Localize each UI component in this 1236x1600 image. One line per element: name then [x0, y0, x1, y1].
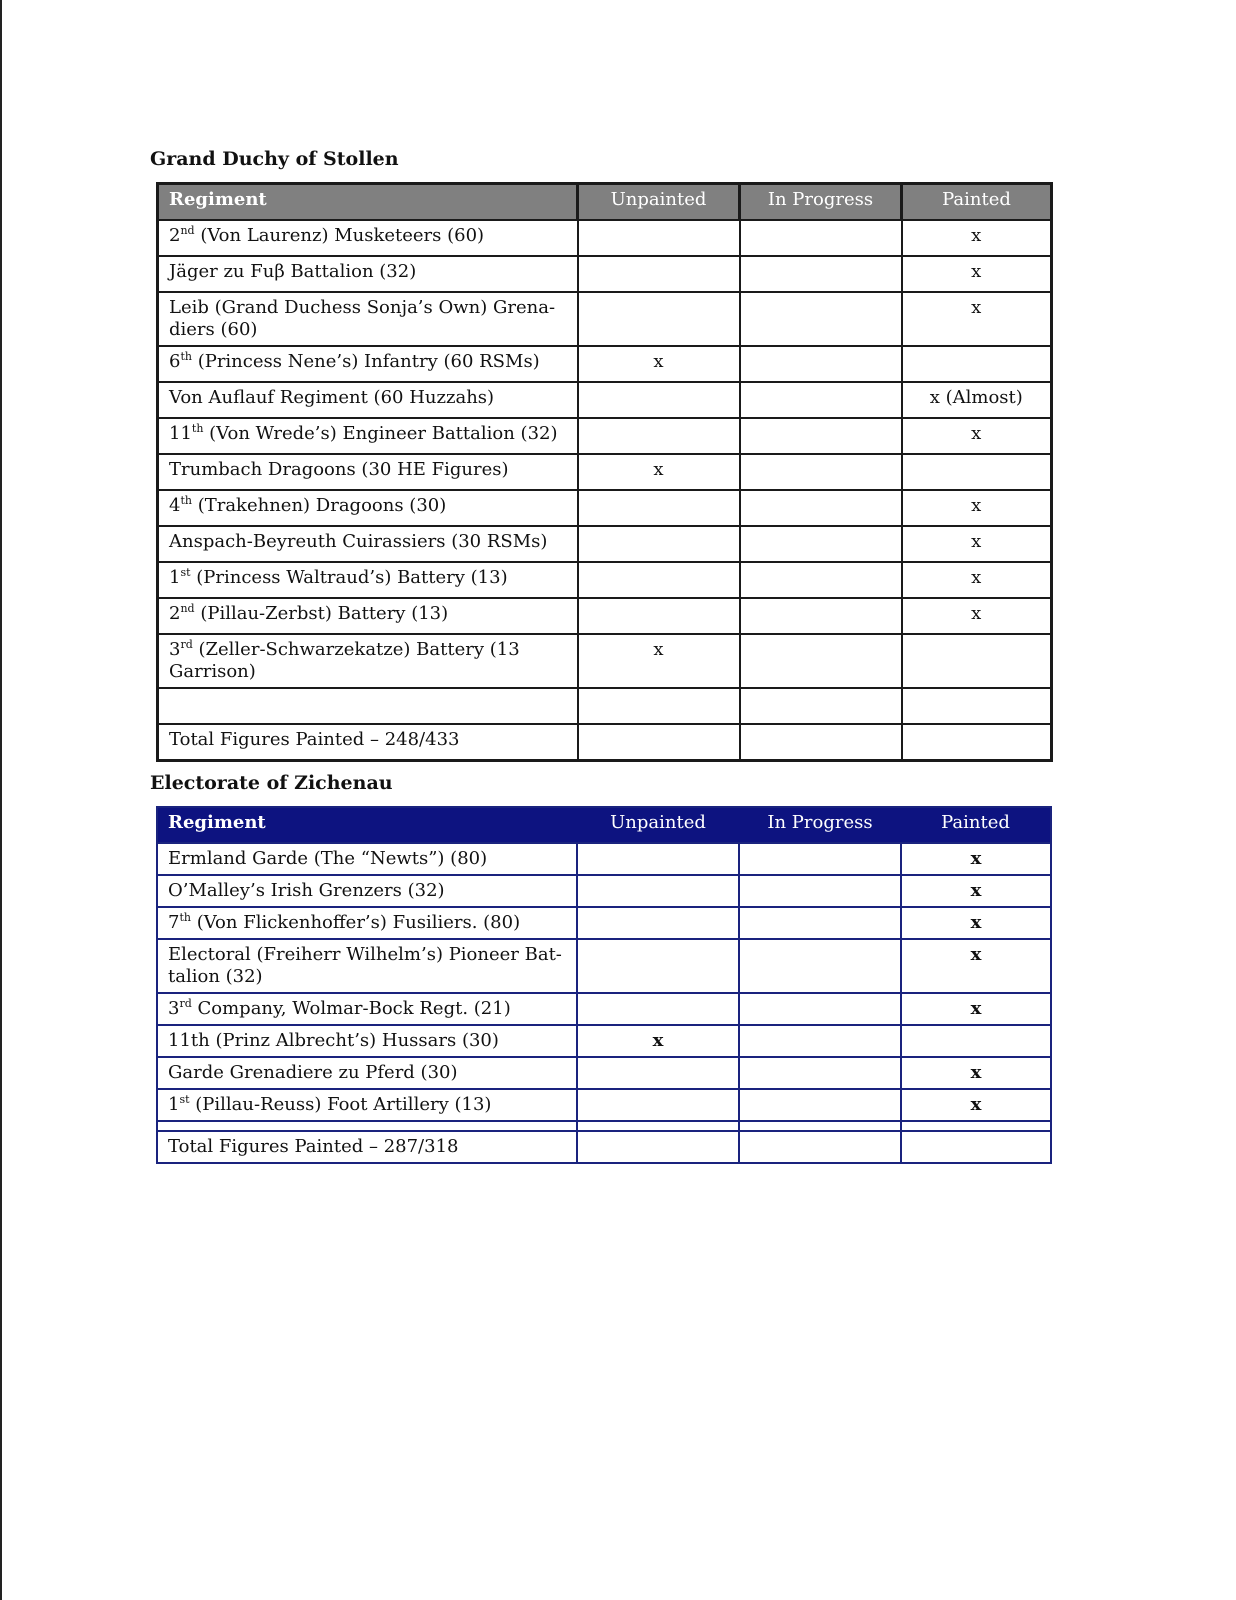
unpainted-cell — [577, 1121, 739, 1131]
ordinal-suffix: nd — [180, 602, 195, 615]
unpainted-cell: x — [577, 1025, 739, 1057]
regiment-name-rest: (Trakehnen) Dragoons (30) — [191, 495, 447, 516]
ordinal-suffix: rd — [179, 997, 192, 1010]
in-progress-cell — [740, 292, 902, 346]
painted-cell: x — [902, 562, 1052, 598]
table-header-row — [158, 184, 1052, 221]
painted-cell — [902, 346, 1052, 382]
unpainted-cell — [578, 382, 740, 418]
regiment-cell — [158, 688, 578, 724]
painted-cell: x — [901, 907, 1051, 939]
painted-cell — [902, 634, 1052, 688]
header-painted: Painted — [941, 812, 1010, 833]
regiment-name: 11 — [169, 423, 192, 444]
in-progress-cell — [740, 634, 902, 688]
table-row — [158, 454, 1052, 490]
table-row — [157, 1121, 1051, 1131]
regiment-cell — [158, 724, 578, 761]
header-unpainted: Unpainted — [610, 812, 706, 833]
table-row — [158, 526, 1052, 562]
in-progress-cell — [739, 993, 901, 1025]
in-progress-cell — [740, 382, 902, 418]
table-header-row — [157, 807, 1051, 843]
painted-cell: x — [902, 220, 1052, 256]
header-painted: Painted — [902, 184, 1052, 221]
painted-cell: x — [901, 843, 1051, 875]
regiment-name: Jäger zu Fuβ Battalion (32) — [169, 261, 417, 282]
painted-cell: x — [901, 939, 1051, 993]
table-row — [158, 220, 1052, 256]
painted-cell — [901, 1131, 1051, 1163]
unpainted-cell — [578, 526, 740, 562]
ordinal-suffix: th — [179, 911, 191, 924]
painted-cell — [902, 724, 1052, 761]
regiment-name: Anspach-Beyreuth Cuirassiers (30 RSMs) — [169, 531, 548, 552]
unpainted-cell — [577, 843, 739, 875]
page-left-border — [0, 0, 2, 1600]
painted-cell: x (Almost) — [902, 382, 1052, 418]
regiment-name: Total Figures Painted – 287/318 — [168, 1136, 459, 1157]
in-progress-cell — [740, 490, 902, 526]
in-progress-cell — [740, 220, 902, 256]
header-unpainted: Unpainted — [578, 184, 740, 221]
in-progress-cell — [739, 875, 901, 907]
table-row — [158, 562, 1052, 598]
regiment-name: Total Figures Painted – 248/433 — [169, 729, 460, 750]
regiment-cell — [157, 1121, 577, 1131]
regiment-name-rest: Company, Wolmar-Bock Regt. (21) — [191, 998, 511, 1019]
unpainted-cell — [577, 939, 739, 993]
ordinal-suffix: th — [191, 422, 204, 435]
header-regiment: Regiment — [168, 812, 266, 833]
unpainted-cell — [577, 1131, 739, 1163]
unpainted-cell — [577, 875, 739, 907]
header-in-progress: In Progress — [740, 184, 902, 221]
regiment-cell — [157, 993, 577, 1025]
painted-cell: x — [902, 418, 1052, 454]
regiment-cell — [158, 220, 578, 256]
regiment-name-rest: (Pillau-Zerbst) Battery (13) — [194, 603, 449, 624]
regiment-name: Electoral (Freiherr Wilhelm’s) Pioneer Bat-talion (32) — [168, 944, 562, 987]
table-row — [157, 907, 1051, 939]
ordinal-suffix: th — [180, 494, 192, 507]
painted-cell: x — [902, 490, 1052, 526]
regiment-name-rest: (Von Wrede’s) Engineer Battalion (32) — [203, 423, 558, 444]
regiment-name: Trumbach Dragoons (30 HE Figures) — [169, 459, 509, 480]
in-progress-cell — [740, 346, 902, 382]
unpainted-cell — [577, 907, 739, 939]
regiment-cell — [157, 1057, 577, 1089]
zichenau-roster-table — [156, 806, 1052, 1164]
painted-cell: x — [901, 993, 1051, 1025]
zichenau-title: Electorate of Zichenau — [150, 772, 393, 794]
in-progress-cell — [740, 418, 902, 454]
in-progress-cell — [740, 454, 902, 490]
table-row — [158, 256, 1052, 292]
regiment-name-rest: (Princess Waltraud’s) Battery (13) — [190, 567, 508, 588]
stollen-title: Grand Duchy of Stollen — [150, 148, 399, 170]
regiment-cell — [158, 490, 578, 526]
header-in-progress: In Progress — [767, 812, 873, 833]
table-row — [157, 875, 1051, 907]
regiment-name: 4 — [169, 495, 181, 516]
unpainted-cell — [578, 598, 740, 634]
regiment-cell — [158, 598, 578, 634]
regiment-cell — [157, 939, 577, 993]
regiment-name: 2 — [169, 225, 181, 246]
unpainted-cell: x — [578, 634, 740, 688]
regiment-cell — [158, 382, 578, 418]
table-row — [158, 634, 1052, 688]
regiment-cell — [157, 1025, 577, 1057]
regiment-cell — [158, 346, 578, 382]
regiment-cell — [157, 1131, 577, 1163]
regiment-name: Leib (Grand Duchess Sonja’s Own) Grena-diers (60) — [169, 297, 556, 340]
in-progress-cell — [739, 1131, 901, 1163]
regiment-cell — [158, 562, 578, 598]
regiment-name-rest: (Zeller-Schwarzekatze) Battery (13 Garrison) — [169, 639, 520, 682]
in-progress-cell — [740, 724, 902, 761]
regiment-name: 7 — [168, 912, 180, 933]
table-row — [158, 688, 1052, 724]
regiment-cell — [157, 843, 577, 875]
regiment-name: O’Malley’s Irish Grenzers (32) — [168, 880, 445, 901]
table-row — [157, 993, 1051, 1025]
header-regiment: Regiment — [169, 189, 267, 210]
regiment-name: 11th (Prinz Albrecht’s) Hussars (30) — [168, 1030, 499, 1051]
in-progress-cell — [739, 1089, 901, 1121]
painted-cell — [902, 688, 1052, 724]
in-progress-cell — [740, 598, 902, 634]
unpainted-cell — [578, 490, 740, 526]
painted-cell — [901, 1121, 1051, 1131]
regiment-name: Garde Grenadiere zu Pferd (30) — [168, 1062, 458, 1083]
painted-cell: x — [901, 875, 1051, 907]
painted-cell: x — [901, 1057, 1051, 1089]
regiment-name: 1 — [168, 1094, 180, 1115]
table-row — [158, 292, 1052, 346]
table-row — [158, 418, 1052, 454]
painted-cell — [902, 454, 1052, 490]
in-progress-cell — [739, 1025, 901, 1057]
table-row — [158, 490, 1052, 526]
unpainted-cell: x — [578, 454, 740, 490]
regiment-cell — [157, 907, 577, 939]
regiment-cell — [158, 634, 578, 688]
painted-cell: x — [902, 598, 1052, 634]
table-row — [157, 843, 1051, 875]
ordinal-suffix: rd — [180, 638, 193, 651]
regiment-name: 6 — [169, 351, 181, 372]
painted-cell: x — [901, 1089, 1051, 1121]
regiment-name-rest: (Von Flickenhoffer’s) Fusiliers. (80) — [190, 912, 521, 933]
regiment-cell — [158, 292, 578, 346]
table-row — [157, 939, 1051, 993]
unpainted-cell — [577, 1089, 739, 1121]
regiment-name: Ermland Garde (The “Newts”) (80) — [168, 848, 488, 869]
regiment-name: 3 — [169, 639, 181, 660]
table-row — [157, 1131, 1051, 1163]
regiment-name-rest: (Pillau-Reuss) Foot Artillery (13) — [189, 1094, 492, 1115]
regiment-name: 2 — [169, 603, 181, 624]
painted-cell — [901, 1025, 1051, 1057]
ordinal-suffix: th — [180, 350, 192, 363]
regiment-cell — [158, 418, 578, 454]
regiment-cell — [158, 454, 578, 490]
in-progress-cell — [739, 939, 901, 993]
in-progress-cell — [740, 688, 902, 724]
ordinal-suffix: nd — [180, 224, 195, 237]
regiment-cell — [158, 256, 578, 292]
unpainted-cell — [577, 1057, 739, 1089]
stollen-roster-table — [156, 182, 1053, 762]
regiment-name: 1 — [169, 567, 181, 588]
in-progress-cell — [739, 843, 901, 875]
regiment-cell — [158, 526, 578, 562]
ordinal-suffix: st — [180, 566, 191, 579]
painted-cell: x — [902, 256, 1052, 292]
painted-cell: x — [902, 526, 1052, 562]
regiment-name-rest: (Von Laurenz) Musketeers (60) — [194, 225, 485, 246]
regiment-cell — [157, 1089, 577, 1121]
in-progress-cell — [739, 1121, 901, 1131]
regiment-name-rest: (Princess Nene’s) Infantry (60 RSMs) — [191, 351, 540, 372]
in-progress-cell — [740, 256, 902, 292]
in-progress-cell — [740, 526, 902, 562]
ordinal-suffix: st — [179, 1093, 190, 1106]
unpainted-cell — [578, 292, 740, 346]
unpainted-cell — [578, 688, 740, 724]
table-row — [158, 382, 1052, 418]
table-row — [158, 346, 1052, 382]
table-row — [158, 598, 1052, 634]
unpainted-cell — [578, 562, 740, 598]
regiment-cell — [157, 875, 577, 907]
in-progress-cell — [740, 562, 902, 598]
regiment-name: Von Auflauf Regiment (60 Huzzahs) — [169, 387, 495, 408]
unpainted-cell — [578, 724, 740, 761]
unpainted-cell — [578, 220, 740, 256]
unpainted-cell: x — [578, 346, 740, 382]
table-row — [158, 724, 1052, 761]
regiment-name: 3 — [168, 998, 180, 1019]
table-row — [157, 1025, 1051, 1057]
in-progress-cell — [739, 1057, 901, 1089]
unpainted-cell — [578, 256, 740, 292]
unpainted-cell — [577, 993, 739, 1025]
table-row — [157, 1089, 1051, 1121]
table-row — [157, 1057, 1051, 1089]
in-progress-cell — [739, 907, 901, 939]
painted-cell: x — [902, 292, 1052, 346]
unpainted-cell — [578, 418, 740, 454]
